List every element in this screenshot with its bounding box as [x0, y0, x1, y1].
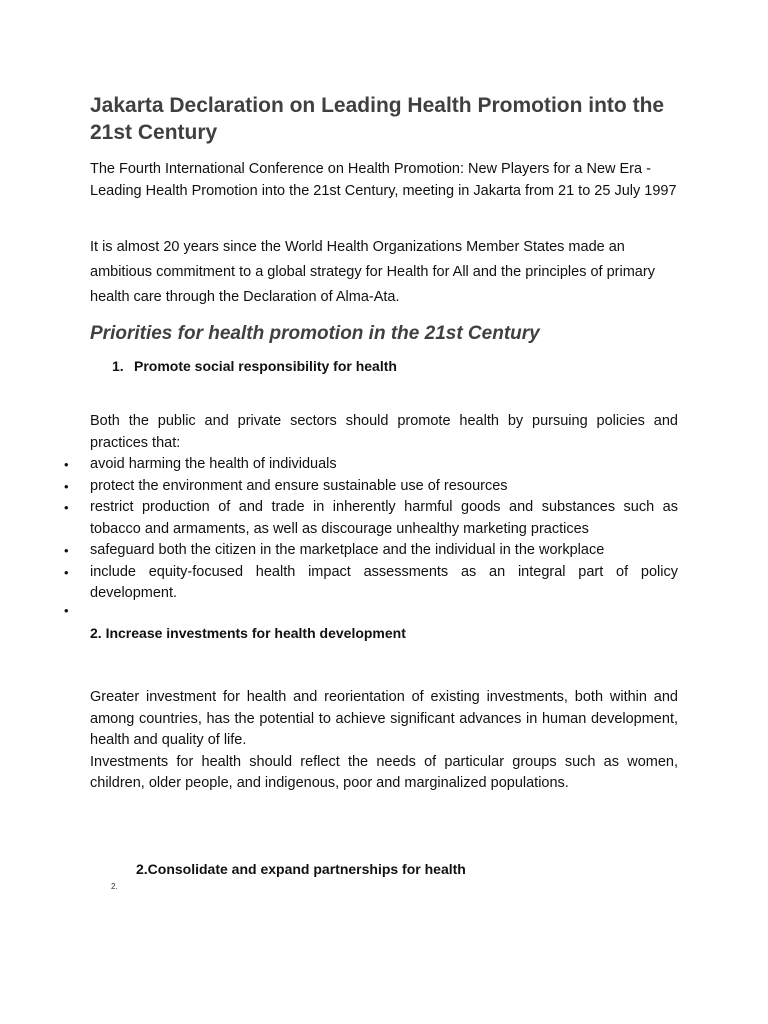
bullet-icon: •: [64, 478, 69, 494]
section2-paragraph-2: Investments for health should reflect the needs of particular groups such as women, children, older people, and indigenous, poor and marginalized populations.: [90, 753, 678, 791]
section3-small-number: 2.: [111, 882, 118, 891]
empty-bullet-icon: •: [64, 603, 69, 618]
list-item: [62, 476, 678, 498]
list-item: [62, 562, 678, 605]
section1-heading: [112, 358, 397, 374]
list-item: [62, 540, 678, 562]
alma-ata-paragraph: It is almost 20 years since the World Health Organizations Member States made an ambitious commitment to a global strategy for Health for All and the principles of primary health care through the Declaration of Alma-Ata.: [90, 239, 655, 305]
bullet-text: safeguard both the citizen in the marketplace and the individual in the workplace: [90, 542, 605, 558]
bullet-text: include equity-focused health impact assessments as an integral part of policy development.: [90, 563, 678, 601]
bullet-icon: •: [64, 564, 69, 580]
document-title: Jakarta Declaration on Leading Health Promotion into the 21st Century: [90, 94, 665, 144]
section2-body: [90, 687, 678, 795]
section2-paragraph-1: Greater investment for health and reorientation of existing investments, both within and among countries, has the potential to achieve significant advances in human development, health and quality of life.: [90, 689, 678, 748]
section3-heading: 2.Consolidate and expand partnerships for health: [136, 861, 466, 877]
bullet-icon: •: [64, 543, 69, 558]
intro-paragraph: The Fourth International Conference on Health Promotion: New Players for a New Era - Leading Health Promotion into the 21st Century, meeting in Jakarta from 21 to 25 July 1997: [90, 161, 677, 199]
list-item: [62, 497, 678, 540]
bullet-text: avoid harming the health of individuals: [90, 456, 337, 472]
section1-heading-text: Promote social responsibility for health: [134, 358, 397, 374]
priorities-heading: Priorities for health promotion in the 21st Century: [90, 323, 540, 344]
bullet-icon: •: [64, 500, 69, 515]
section1-bullet-list: [62, 454, 678, 605]
bullet-text: restrict production of and trade in inherently harmful goods and substances such as tobacco and armaments, as well as discourage unhealthy marketing practices: [90, 499, 678, 537]
bullet-text: protect the environment and ensure sustainable use of resources: [90, 477, 508, 494]
bullet-icon: •: [64, 457, 69, 472]
list-item: [62, 454, 678, 476]
section2-heading: 2. Increase investments for health development: [90, 625, 406, 641]
section1-paragraph: Both the public and private sectors should promote health by pursuing policies and practices that:: [90, 413, 678, 451]
section1-number: 1.: [112, 358, 124, 374]
